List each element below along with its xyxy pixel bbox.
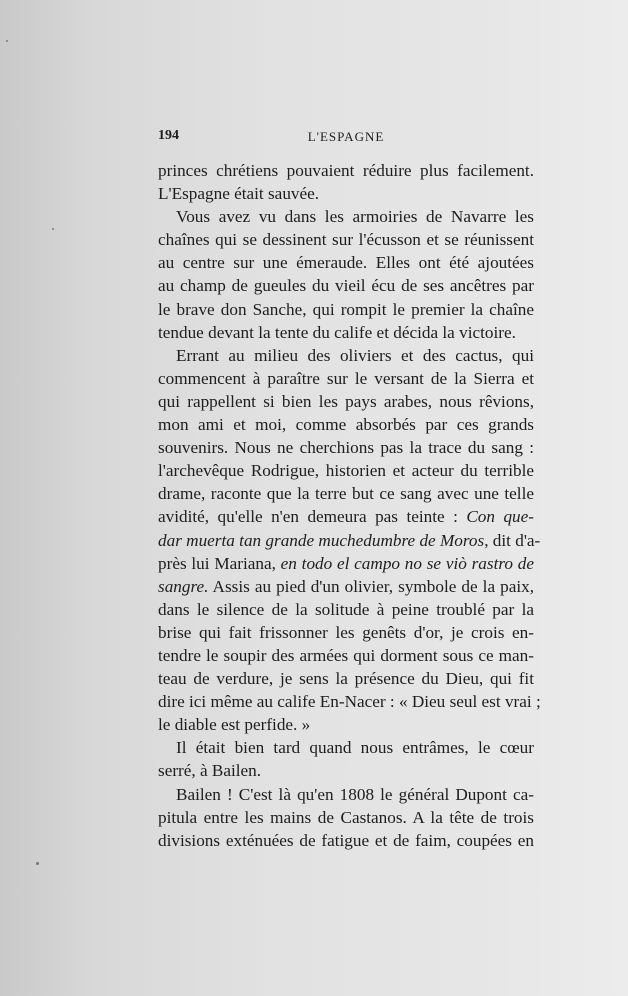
- text-line: [158, 736, 534, 759]
- text-segment: dans le silence de la solitude à peine troublé par la: [158, 599, 534, 619]
- text-segment: l'archevêque Rodrigue, historien et acteur du terrible: [158, 461, 534, 481]
- text-line: [158, 621, 534, 644]
- text-segment: L'Espagne était sauvée.: [158, 184, 320, 204]
- italic-text-segment: en todo el campo no se viò rastro de: [280, 553, 534, 573]
- text-segment: souvenirs. Nous ne cherchions pas la trace du sang :: [158, 438, 534, 458]
- text-line: [158, 159, 534, 182]
- text-line: [158, 644, 534, 667]
- text-line: [158, 459, 534, 482]
- text-line: [158, 783, 534, 806]
- text-segment: brise qui fait frissonner les genêts d'or, je crois en-: [158, 622, 534, 642]
- text-line: [158, 344, 534, 367]
- text-segment: pitula entre les mains de Castanos. A la tête de trois: [158, 807, 534, 827]
- text-line: [158, 552, 534, 575]
- text-segment: Il était bien tard quand nous entrâmes, le cœur: [176, 738, 534, 758]
- text-line: [158, 367, 534, 390]
- text-line: [158, 390, 534, 413]
- page-body-text: [158, 159, 541, 852]
- text-segment: divisions exténuées de fatigue et de faim, coupées en: [158, 830, 534, 850]
- text-segment: , dit d'a-: [484, 530, 541, 550]
- text-segment: princes chrétiens pouvaient réduire plus facilement.: [158, 161, 534, 180]
- text-segment: tendue devant la tente du calife et décida la victoire.: [158, 322, 516, 342]
- text-segment: avidité, qu'elle n'en demeura pas teinte :: [158, 507, 467, 527]
- text-line: [158, 713, 534, 736]
- text-segment: mon ami et moi, comme absorbés par ces grands: [158, 415, 534, 435]
- scan-speck: [52, 228, 54, 230]
- running-header: [158, 128, 534, 148]
- text-line: [158, 205, 534, 228]
- italic-text-segment: dar muerta tan grande muchedumbre de Moros: [158, 530, 485, 550]
- text-line: [158, 667, 534, 690]
- text-segment: serré, à Bailen.: [158, 761, 262, 781]
- text-line: [158, 413, 534, 436]
- italic-text-segment: sangre.: [158, 576, 209, 596]
- text-line: [158, 598, 534, 621]
- text-line: [158, 505, 534, 528]
- text-segment: Errant au milieu des oliviers et des cactus, qui: [176, 345, 534, 365]
- text-line: [158, 806, 534, 829]
- text-line: [158, 690, 541, 713]
- text-segment: dire ici même au calife En-Nacer : « Dieu seul est vrai ;: [158, 692, 541, 712]
- text-line: [158, 251, 534, 274]
- text-segment: qui rappellent si bien les pays arabes, nous rêvions,: [158, 391, 534, 411]
- text-segment: drame, raconte que la terre but ce sang avec une telle: [158, 484, 534, 504]
- text-segment: le diable est perfide. »: [158, 715, 311, 735]
- text-line: [158, 829, 534, 852]
- text-segment: chaînes qui se dessinent sur l'écusson et se réunissent: [158, 230, 534, 250]
- italic-text-segment: Con que-: [466, 507, 534, 527]
- text-line: [158, 482, 534, 505]
- text-segment: le brave don Sanche, qui rompit le premier la chaîne: [158, 299, 534, 319]
- text-line: [158, 759, 534, 782]
- text-line: [158, 298, 534, 321]
- scan-speck: [36, 862, 39, 865]
- text-segment: Vous avez vu dans les armoiries de Navarre les: [176, 207, 534, 227]
- text-line: [158, 529, 541, 552]
- running-title: L'ESPAGNE: [307, 129, 385, 144]
- text-line: [158, 182, 534, 205]
- text-segment: au champ de gueules du vieil écu de ses ancêtres par: [158, 276, 534, 296]
- text-segment: teau de verdure, je sens la présence du Dieu, qui fit: [158, 669, 534, 689]
- text-segment: Bailen ! C'est là qu'en 1808 le général Dupont ca-: [176, 784, 534, 804]
- text-line: [158, 274, 534, 297]
- text-segment: commencent à paraître sur le versant de la Sierra et: [158, 368, 534, 388]
- text-segment: au centre sur une émeraude. Elles ont été ajoutées: [158, 253, 534, 273]
- text-line: [158, 321, 534, 344]
- scan-speck: [6, 40, 8, 42]
- text-segment: près lui Mariana,: [158, 553, 281, 573]
- text-segment: tendre le soupir des armées qui dorment sous ce man-: [158, 645, 534, 665]
- text-line: [158, 575, 534, 598]
- text-segment: Assis au pied d'un olivier, symbole de la paix,: [208, 576, 534, 596]
- text-line: [158, 436, 534, 459]
- text-line: [158, 228, 534, 251]
- page-number: 194: [158, 128, 179, 143]
